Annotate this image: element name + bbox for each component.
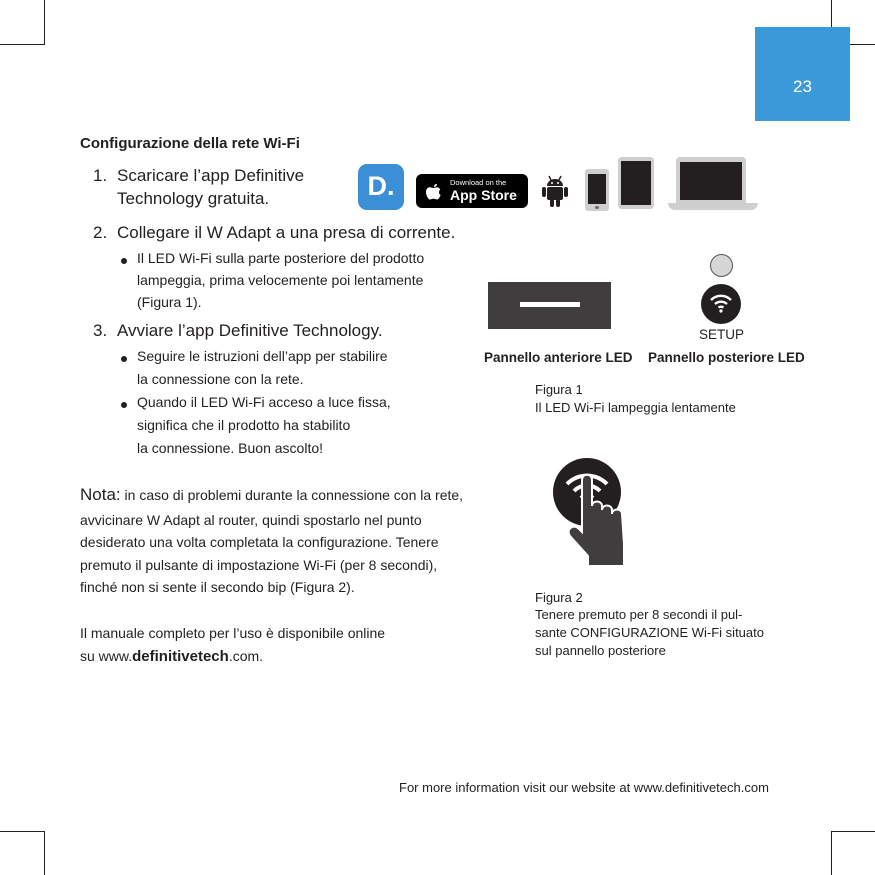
figure-1-caption: Il LED Wi-Fi lampeggia lentamente: [535, 400, 736, 415]
step-3-bullet2-line1: Quando il LED Wi-Fi acceso a luce fissa,: [137, 394, 391, 410]
figure-2-caption-line3: sul pannello posteriore: [535, 643, 666, 658]
note-line-5: finché non si sente il secondo bip (Figura 2).: [80, 579, 355, 595]
bullet-dot: [121, 258, 127, 264]
hand-pointer-icon: [560, 470, 632, 570]
footer-text: For more information visit our website at www.definitivetech.com: [399, 780, 769, 795]
figure-2-caption-line1: Tenere premuto per 8 secondi il pul-: [535, 607, 743, 622]
android-icon: [541, 174, 569, 208]
bullet-dot: [121, 402, 127, 408]
section-title: Configurazione della rete Wi-Fi: [80, 135, 300, 152]
step-2-bullet-line2: lampeggia, prima velocemente poi lentamente: [137, 272, 424, 288]
note-label: Nota:: [80, 485, 121, 504]
apple-icon: [425, 181, 442, 201]
step-1-line2: Technology gratuita.: [117, 189, 270, 208]
front-led-label: Pannello anteriore LED: [484, 350, 633, 365]
crop-mark: [831, 831, 875, 832]
note-line-2: avvicinare W Adapt al router, quindi spostarlo nel punto: [80, 512, 422, 528]
step-2-number: 2.: [93, 223, 108, 242]
setup-label: SETUP: [699, 327, 745, 342]
manual-link-brand: definitivetech: [132, 648, 229, 665]
smartphone-icon: [585, 169, 609, 211]
front-led-bar: [520, 302, 580, 307]
step-2-bullet-line3: (Figura 1).: [137, 294, 202, 310]
crop-mark: [0, 831, 44, 832]
app-icon-letter: D.: [367, 171, 395, 201]
manual-line-1: Il manuale completo per l’uso è disponibile online: [80, 625, 386, 641]
figure-2-title: Figura 2: [535, 590, 583, 605]
step-3-bullet2-line2: significa che il prodotto ha stabilito: [137, 417, 351, 433]
note-line-4: premuto il pulsante di impostazione Wi-Fi (per 8 secondi),: [80, 557, 438, 573]
step-3-bullet1-line2: la connessione con la rete.: [137, 371, 304, 387]
crop-mark: [0, 44, 44, 45]
figure-2-caption-line2: sante CONFIGURAZIONE Wi-Fi situato: [535, 625, 764, 640]
step-3-text: Avviare l’app Definitive Technology.: [117, 321, 383, 340]
app-icon: [358, 164, 404, 210]
note-first-line: [80, 484, 463, 507]
crop-mark: [831, 831, 832, 875]
note-line-1: in caso di problemi durante la connessione con la rete,: [124, 487, 464, 503]
app-store-big-text: App Store: [450, 187, 517, 203]
step-3-number: 3.: [93, 321, 108, 340]
step-3-bullet1-line1: Seguire le istruzioni dell’app per stabilire: [137, 348, 388, 364]
app-store-small-text: Download on the: [450, 178, 507, 187]
figure-1-title: Figura 1: [535, 382, 583, 397]
manual-link-prefix: su www.: [80, 648, 133, 664]
step-1-number: 1.: [93, 166, 108, 185]
tablet-icon: [618, 157, 654, 209]
rear-led-indicator: [710, 254, 733, 277]
step-1-line1: Scaricare l’app Definitive: [117, 166, 305, 185]
step-2-text: Collegare il W Adapt a una presa di corrente.: [117, 223, 456, 242]
manual-link-suffix: .com.: [228, 648, 264, 664]
step-2-bullet-line1: Il LED Wi-Fi sulla parte posteriore del prodotto: [137, 250, 425, 266]
front-led-panel: [488, 282, 611, 329]
page-number: 23: [793, 77, 812, 96]
crop-mark: [44, 0, 45, 45]
page-number-tab: [755, 27, 850, 121]
setup-button: [701, 284, 741, 324]
bullet-dot: [121, 356, 127, 362]
rear-led-label: Pannello posteriore LED: [648, 350, 805, 365]
laptop-base: [668, 203, 758, 210]
laptop-icon: [676, 157, 746, 203]
note-line-3: desiderato una volta completata la configurazione. Tenere: [80, 534, 439, 550]
app-store-badge: [416, 174, 528, 208]
crop-mark: [44, 831, 45, 875]
manual-link[interactable]: [80, 645, 263, 669]
wifi-icon: [709, 292, 733, 314]
step-3-bullet2-line3: la connessione. Buon ascolto!: [137, 440, 324, 456]
